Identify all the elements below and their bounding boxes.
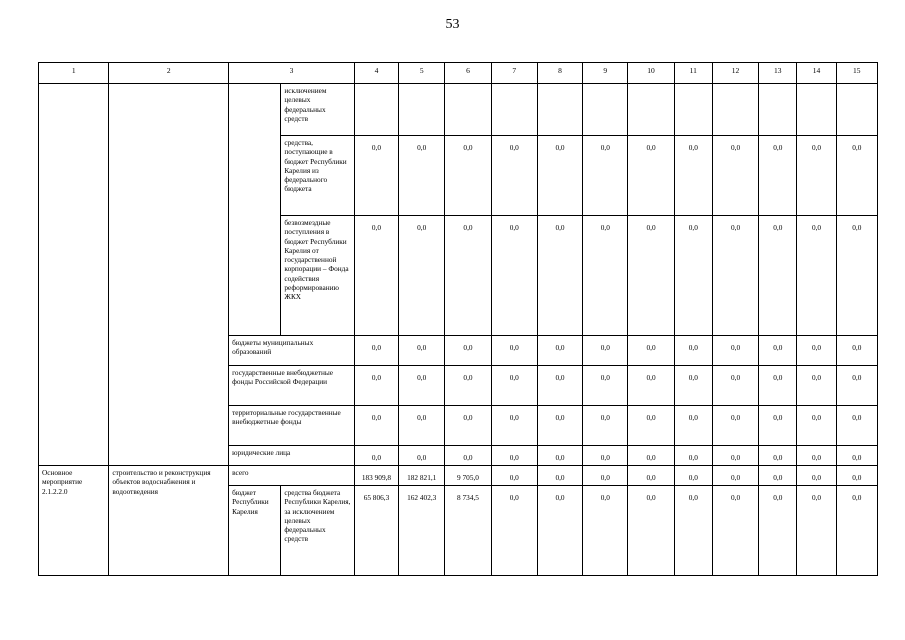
value-cell: 0,0: [491, 366, 537, 406]
value-cell: 0,0: [836, 336, 877, 366]
header-cell: 10: [628, 63, 674, 84]
header-cell: 11: [674, 63, 712, 84]
value-cell: 0,0: [583, 446, 628, 466]
value-cell: 0,0: [399, 366, 445, 406]
value-cell: 0,0: [445, 336, 491, 366]
value-cell: [445, 84, 491, 136]
value-cell: 0,0: [537, 216, 582, 336]
value-cell: [491, 84, 537, 136]
value-cell: 0,0: [445, 366, 491, 406]
value-cell: 0,0: [537, 366, 582, 406]
value-cell: [759, 84, 797, 136]
value-cell: 0,0: [836, 366, 877, 406]
header-cell: 5: [399, 63, 445, 84]
value-cell: 0,0: [759, 406, 797, 446]
value-cell: 0,0: [445, 406, 491, 446]
event-code: Основное мероприятие 2.1.2.2.0: [39, 466, 109, 576]
budget-label-cell: [229, 84, 281, 336]
header-cell: 15: [836, 63, 877, 84]
funding-label: государственные внебюджетные фонды Российской Федерации: [229, 366, 355, 406]
budget-table: [38, 62, 878, 576]
value-cell: 0,0: [674, 406, 712, 446]
value-cell: 0,0: [399, 336, 445, 366]
header-cell: 4: [354, 63, 398, 84]
header-cell: 9: [583, 63, 628, 84]
value-cell: 0,0: [712, 486, 758, 576]
header-cell: 14: [797, 63, 836, 84]
header-cell: 1: [39, 63, 109, 84]
value-cell: [836, 84, 877, 136]
funding-label: бюджеты муниципальных образований: [229, 336, 355, 366]
header-cell: 7: [491, 63, 537, 84]
total-label: всего: [229, 466, 355, 486]
table-row: [39, 466, 878, 486]
value-cell: 0,0: [354, 366, 398, 406]
value-cell: 0,0: [399, 136, 445, 216]
value-cell: 0,0: [674, 136, 712, 216]
value-cell: [583, 84, 628, 136]
value-cell: 8 734,5: [445, 486, 491, 576]
header-row: [39, 63, 878, 84]
value-cell: 0,0: [628, 446, 674, 466]
value-cell: 0,0: [491, 486, 537, 576]
value-cell: 0,0: [797, 216, 836, 336]
value-cell: 65 806,3: [354, 486, 398, 576]
value-cell: 0,0: [354, 446, 398, 466]
value-cell: 0,0: [354, 136, 398, 216]
value-cell: 0,0: [583, 136, 628, 216]
value-cell: 0,0: [674, 466, 712, 486]
budget-label: бюджет Республики Карелия: [229, 486, 281, 576]
value-cell: 0,0: [583, 336, 628, 366]
header-cell: 2: [109, 63, 229, 84]
event-code-cell: [39, 84, 109, 466]
value-cell: 0,0: [583, 486, 628, 576]
value-cell: 0,0: [836, 486, 877, 576]
value-cell: 183 909,8: [354, 466, 398, 486]
value-cell: 0,0: [712, 446, 758, 466]
value-cell: 0,0: [583, 466, 628, 486]
value-cell: 0,0: [759, 216, 797, 336]
value-cell: 0,0: [399, 446, 445, 466]
value-cell: 0,0: [583, 366, 628, 406]
value-cell: [537, 84, 582, 136]
value-cell: 0,0: [491, 466, 537, 486]
funding-sub-label: безвозмездные поступления в бюджет Республики Карелия от государственной корпорации – Фонда содействия реформированию ЖКХ: [281, 216, 354, 336]
value-cell: 0,0: [797, 486, 836, 576]
value-cell: 0,0: [628, 336, 674, 366]
value-cell: 0,0: [759, 366, 797, 406]
value-cell: [628, 84, 674, 136]
value-cell: 0,0: [674, 486, 712, 576]
funding-label: территориальные государственные внебюджетные фонды: [229, 406, 355, 446]
header-cell: 8: [537, 63, 582, 84]
value-cell: 0,0: [445, 216, 491, 336]
event-name: строительство и реконструкция объектов водоснабжения и водоотведения: [109, 466, 229, 576]
value-cell: 0,0: [674, 366, 712, 406]
value-cell: 0,0: [583, 216, 628, 336]
value-cell: 0,0: [491, 336, 537, 366]
value-cell: 0,0: [712, 216, 758, 336]
value-cell: 0,0: [759, 336, 797, 366]
value-cell: 0,0: [537, 486, 582, 576]
value-cell: 0,0: [537, 466, 582, 486]
value-cell: 0,0: [399, 406, 445, 446]
value-cell: 0,0: [354, 216, 398, 336]
value-cell: 0,0: [583, 406, 628, 446]
funding-label: юридические лица: [229, 446, 355, 466]
event-name-cell: [109, 84, 229, 466]
value-cell: 0,0: [836, 466, 877, 486]
value-cell: 9 705,0: [445, 466, 491, 486]
value-cell: 0,0: [537, 336, 582, 366]
value-cell: 0,0: [445, 446, 491, 466]
value-cell: 0,0: [712, 136, 758, 216]
value-cell: 0,0: [628, 366, 674, 406]
value-cell: 0,0: [797, 366, 836, 406]
value-cell: 0,0: [797, 446, 836, 466]
value-cell: 0,0: [628, 486, 674, 576]
value-cell: 0,0: [797, 406, 836, 446]
value-cell: 0,0: [491, 406, 537, 446]
value-cell: 0,0: [836, 136, 877, 216]
table-row: [39, 84, 878, 136]
value-cell: 0,0: [759, 136, 797, 216]
value-cell: [712, 84, 758, 136]
value-cell: 0,0: [712, 336, 758, 366]
value-cell: 0,0: [537, 446, 582, 466]
value-cell: 0,0: [537, 136, 582, 216]
value-cell: 0,0: [836, 406, 877, 446]
value-cell: 0,0: [674, 216, 712, 336]
value-cell: 0,0: [674, 336, 712, 366]
header-cell: 6: [445, 63, 491, 84]
value-cell: 0,0: [491, 216, 537, 336]
value-cell: 0,0: [628, 216, 674, 336]
value-cell: [354, 84, 398, 136]
value-cell: 0,0: [399, 216, 445, 336]
value-cell: 0,0: [797, 336, 836, 366]
funding-sub-label: исключением целевых федеральных средств: [281, 84, 354, 136]
value-cell: 182 821,1: [399, 466, 445, 486]
value-cell: [797, 84, 836, 136]
value-cell: 0,0: [674, 446, 712, 466]
value-cell: 0,0: [797, 466, 836, 486]
value-cell: 0,0: [712, 366, 758, 406]
value-cell: 162 402,3: [399, 486, 445, 576]
value-cell: 0,0: [354, 336, 398, 366]
value-cell: 0,0: [797, 136, 836, 216]
value-cell: 0,0: [445, 136, 491, 216]
funding-sub-label: средства бюджета Республики Карелия, за исключением целевых федеральных средств: [281, 486, 354, 576]
value-cell: 0,0: [537, 406, 582, 446]
value-cell: [674, 84, 712, 136]
value-cell: 0,0: [712, 406, 758, 446]
value-cell: 0,0: [759, 486, 797, 576]
page-number: 53: [445, 17, 460, 32]
header-cell: 3: [229, 63, 355, 84]
funding-sub-label: средства, поступающие в бюджет Республики Карелия из федерального бюджета: [281, 136, 354, 216]
value-cell: 0,0: [712, 466, 758, 486]
value-cell: 0,0: [354, 406, 398, 446]
header-cell: 13: [759, 63, 797, 84]
value-cell: 0,0: [759, 446, 797, 466]
header-cell: 12: [712, 63, 758, 84]
value-cell: 0,0: [836, 446, 877, 466]
value-cell: 0,0: [759, 466, 797, 486]
value-cell: 0,0: [628, 406, 674, 446]
value-cell: 0,0: [491, 136, 537, 216]
value-cell: 0,0: [491, 446, 537, 466]
value-cell: 0,0: [628, 466, 674, 486]
value-cell: [399, 84, 445, 136]
value-cell: 0,0: [836, 216, 877, 336]
value-cell: 0,0: [628, 136, 674, 216]
